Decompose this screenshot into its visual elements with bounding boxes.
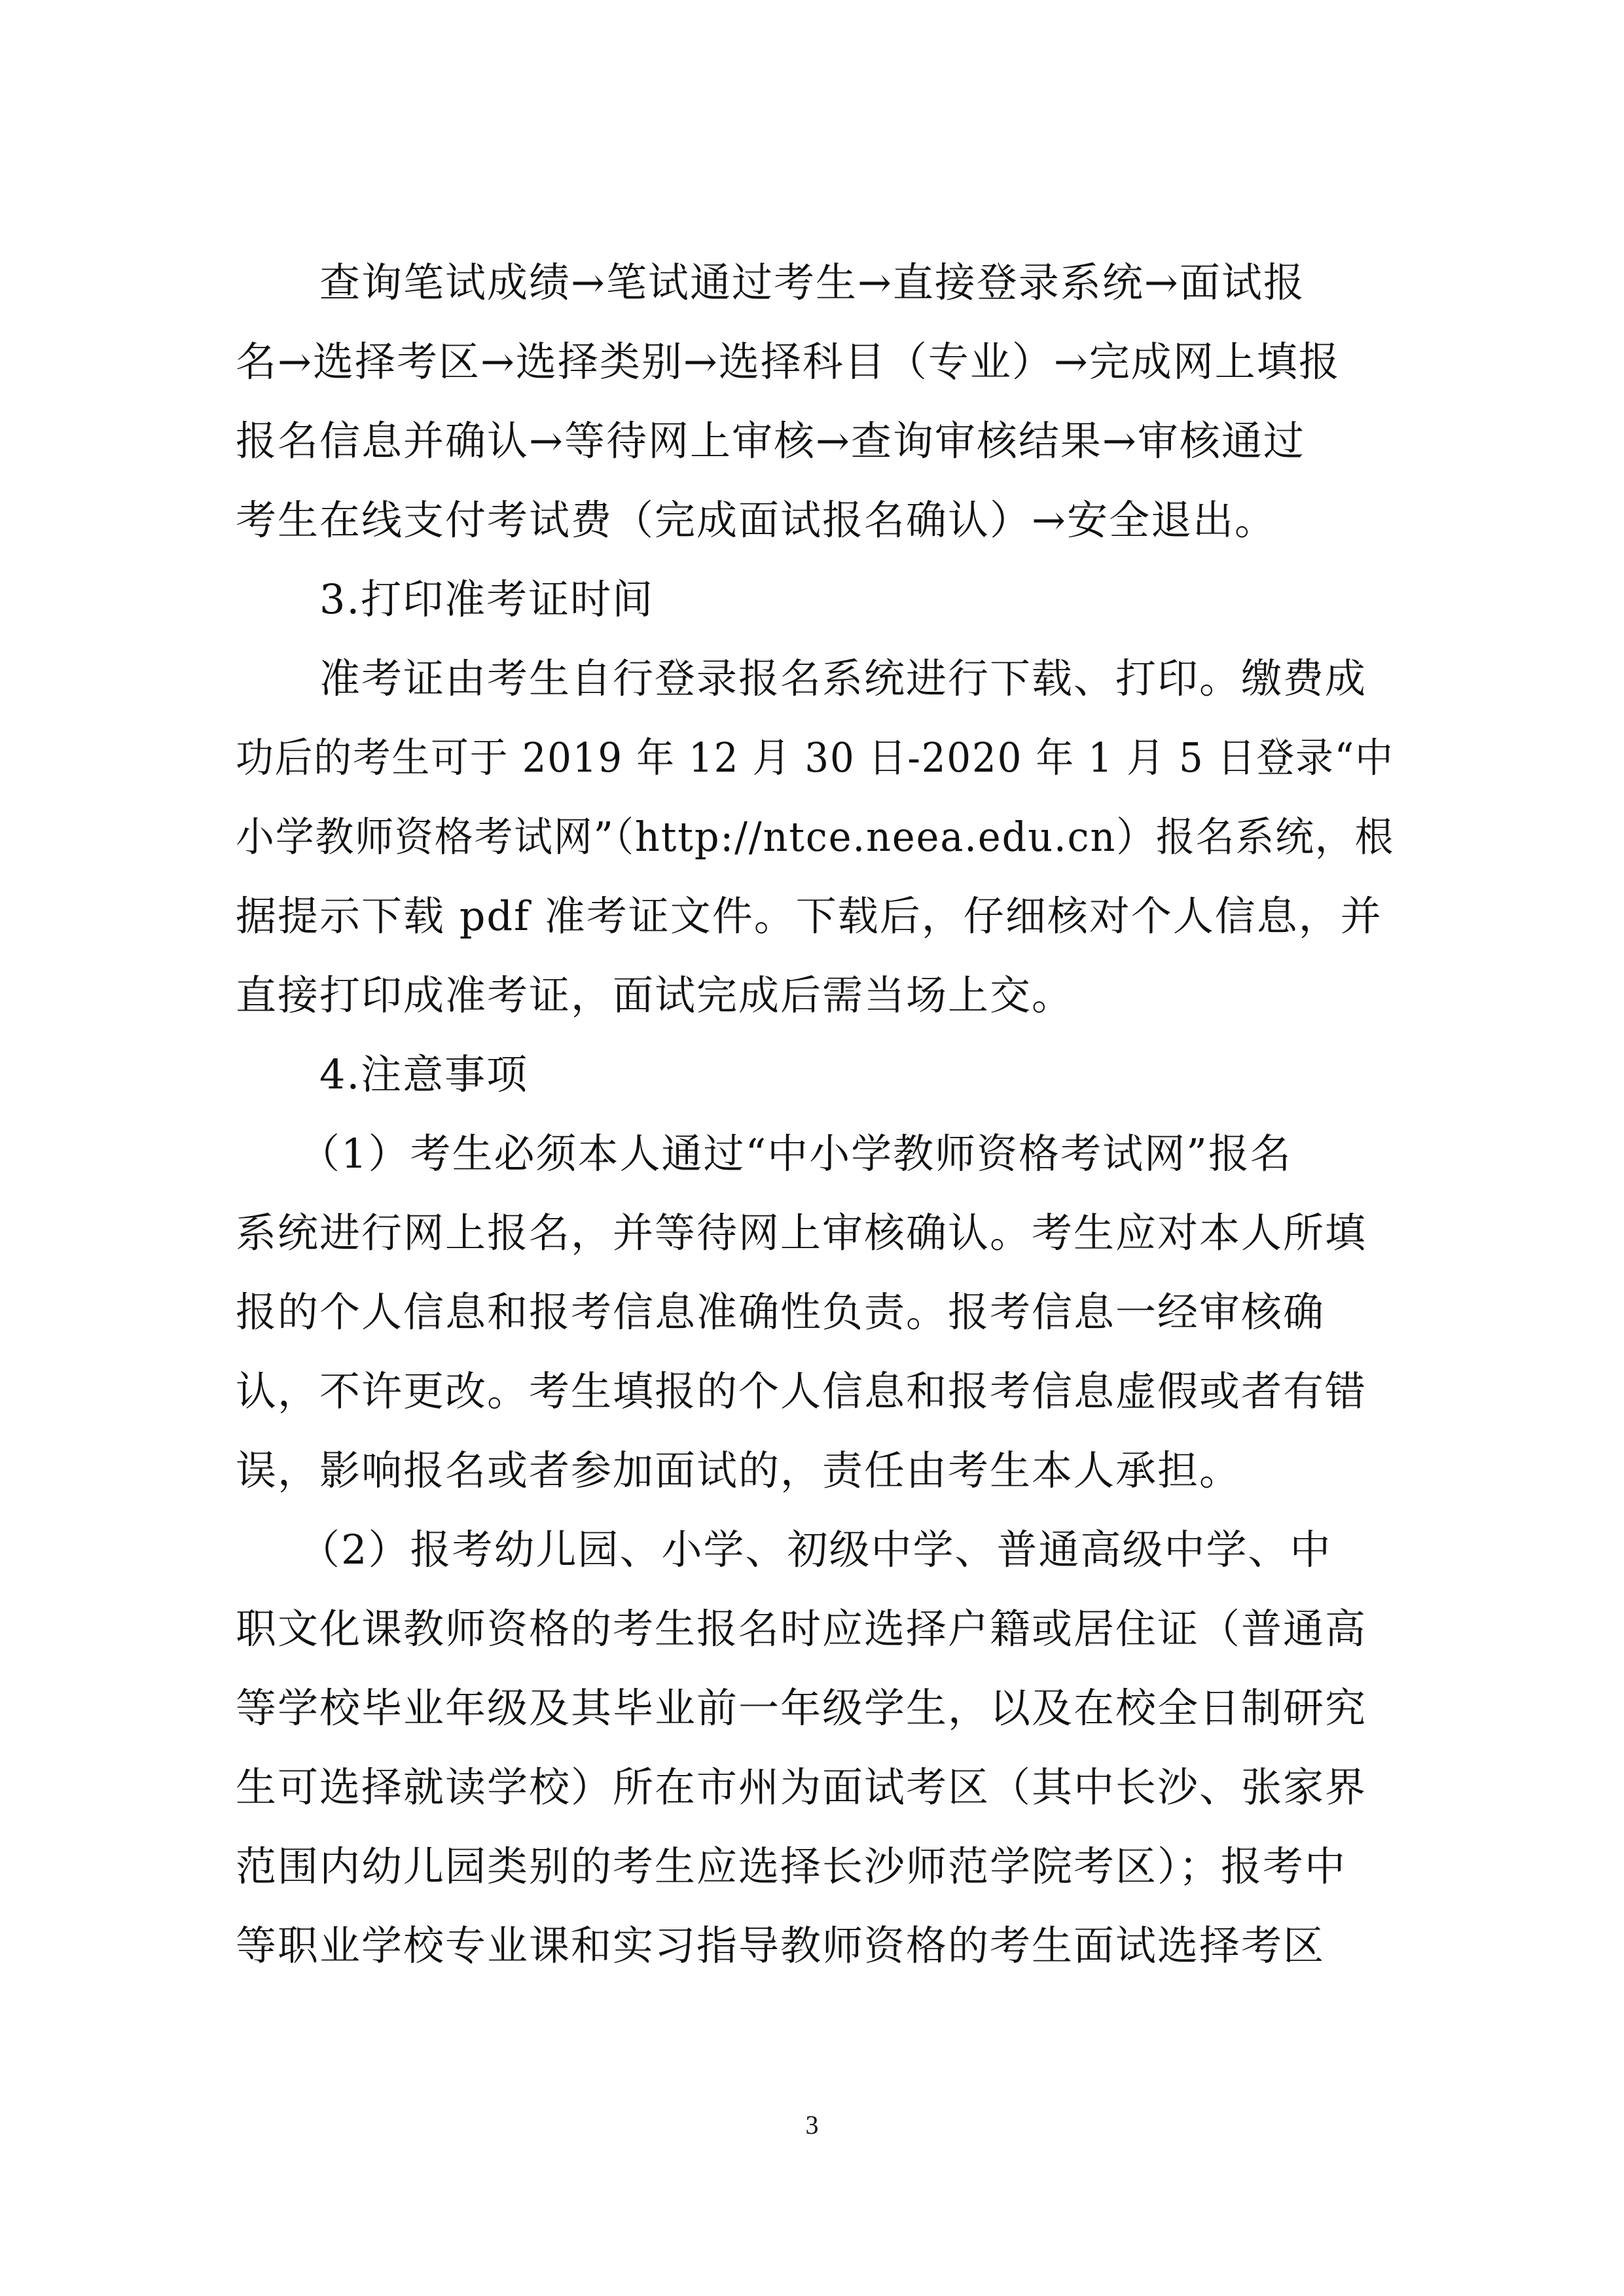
text-line: （1）考生必须本人通过“中小学教师资格考试网”报名 [236, 1130, 1292, 1177]
page-number: 3 [805, 2110, 819, 2140]
text-line: 据提示下载 pdf 准考证文件。下载后，仔细核对个人信息，并 [236, 892, 1382, 940]
text-line: 考生在线支付考试费（完成面试报名确认）→安全退出。 [236, 496, 1276, 544]
text-line: 误，影响报名或者参加面试的，责任由考生本人承担。 [236, 1446, 1242, 1494]
text-line: 职文化课教师资格的考生报名时应选择户籍或居住证（普通高 [236, 1605, 1367, 1653]
text-line: 直接打印成准考证，面试完成后需当场上交。 [236, 971, 1074, 1019]
text-line: 小学教师资格考试网”（http://ntce.neea.edu.cn）报名系统，根 [236, 813, 1395, 861]
text-line: 系统进行网上报名，并等待网上审核确认。考生应对本人所填 [236, 1209, 1367, 1257]
text-line: 名→选择考区→选择类别→选择科目（专业）→完成网上填报 [236, 338, 1341, 386]
text-line: 范围内幼儿园类别的考生应选择长沙师范学院考区）；报考中 [236, 1842, 1347, 1890]
text-line: （2）报考幼儿园、小学、初级中学、普通高级中学、中 [236, 1526, 1332, 1573]
text-line: 功后的考生可于 2019 年 12 月 30 日-2020 年 1 月 5 日登录“中 [236, 734, 1394, 781]
text-line: 查询笔试成绩→笔试通过考生→直接登录系统→面试报 [236, 259, 1305, 306]
text-line: 等职业学校专业课和实习指导教师资格的考生面试选择考区 [236, 1922, 1326, 1969]
section-heading: 3.打印准考证时间 [236, 575, 655, 623]
text-line: 生可选择就读学校）所在市州为面试考区（其中长沙、张家界 [236, 1763, 1367, 1811]
text-line: 报名信息并确认→等待网上审核→查询审核结果→审核通过 [236, 417, 1305, 465]
text-line: 准考证由考生自行登录报名系统进行下载、打印。缴费成 [236, 655, 1367, 702]
text-line: 等学校毕业年级及其毕业前一年级学生，以及在校全日制研究 [236, 1684, 1367, 1732]
text-line: 认，不许更改。考生填报的个人信息和报考信息虚假或者有错 [236, 1367, 1367, 1415]
text-line: 报的个人信息和报考信息准确性负责。报考信息一经审核确 [236, 1288, 1326, 1336]
section-heading: 4.注意事项 [236, 1050, 529, 1098]
